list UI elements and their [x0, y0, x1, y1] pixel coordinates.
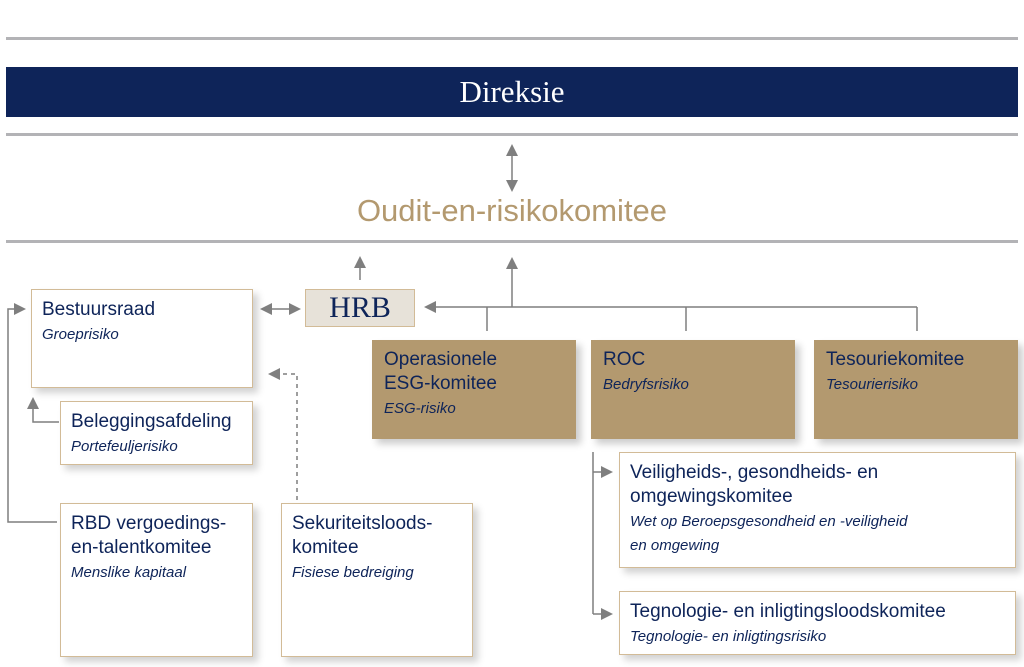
- esg-box: [372, 340, 576, 439]
- audit-risk-committee-title: Oudit-en-risikokomitee: [356, 193, 668, 228]
- sekuriteit-dashed-link: [274, 374, 297, 500]
- hrb-label: HRB: [329, 291, 391, 324]
- bestuursraad-sub: Groeprisiko: [42, 326, 119, 343]
- roc-box: [591, 340, 795, 439]
- tegnologie-title: Tegnologie- en inligtingsloodskomitee: [630, 601, 946, 622]
- esg-title-2: ESG-komitee: [384, 373, 497, 394]
- belegging-arrow: [33, 403, 59, 422]
- rbd-title-1: RBD vergoedings-: [71, 513, 227, 534]
- esg-title-1: Operasionele: [384, 349, 498, 370]
- sekuriteit-title-1: Sekuriteitsloods-: [292, 513, 433, 534]
- belegging-title: Beleggingsafdeling: [71, 411, 232, 432]
- tesourie-box: [814, 340, 1018, 439]
- veiligheid-sub-2: en omgewing: [630, 537, 720, 554]
- veiligheid-title-1: Veiligheids-, gesondheids- en: [630, 462, 879, 483]
- belegging-sub: Portefeuljerisiko: [71, 438, 178, 455]
- tesourie-title: Tesouriekomitee: [826, 349, 965, 370]
- roc-sub: Bedryfsrisiko: [603, 376, 689, 393]
- veiligheid-title-2: omgewingskomitee: [630, 486, 793, 507]
- bestuursraad-title: Bestuursraad: [42, 299, 156, 320]
- tesourie-sub: Tesourierisiko: [826, 376, 918, 393]
- tegnologie-sub: Tegnologie- en inligtingsrisiko: [630, 628, 827, 645]
- belegging-box: [60, 401, 253, 465]
- direksie-title: Direksie: [459, 74, 565, 109]
- hrb-box: [305, 289, 415, 327]
- rbd-title-2: en-talentkomitee: [71, 537, 212, 558]
- sekuriteit-sub: Fisiese bedreiging: [292, 564, 414, 581]
- bestuursraad-box: [31, 289, 253, 388]
- sekuriteit-title-2: komitee: [292, 537, 359, 558]
- sekuriteit-box: [281, 503, 473, 657]
- roc-title: ROC: [603, 349, 646, 370]
- rbd-sub: Menslike kapitaal: [71, 564, 187, 581]
- tegnologie-box: [619, 591, 1016, 655]
- veiligheid-sub-1: Wet op Beroepsgesondheid en -veiligheid: [630, 513, 908, 530]
- rbd-box: [60, 503, 253, 657]
- esg-sub: ESG-risiko: [384, 400, 456, 417]
- veiligheid-box: [619, 452, 1016, 568]
